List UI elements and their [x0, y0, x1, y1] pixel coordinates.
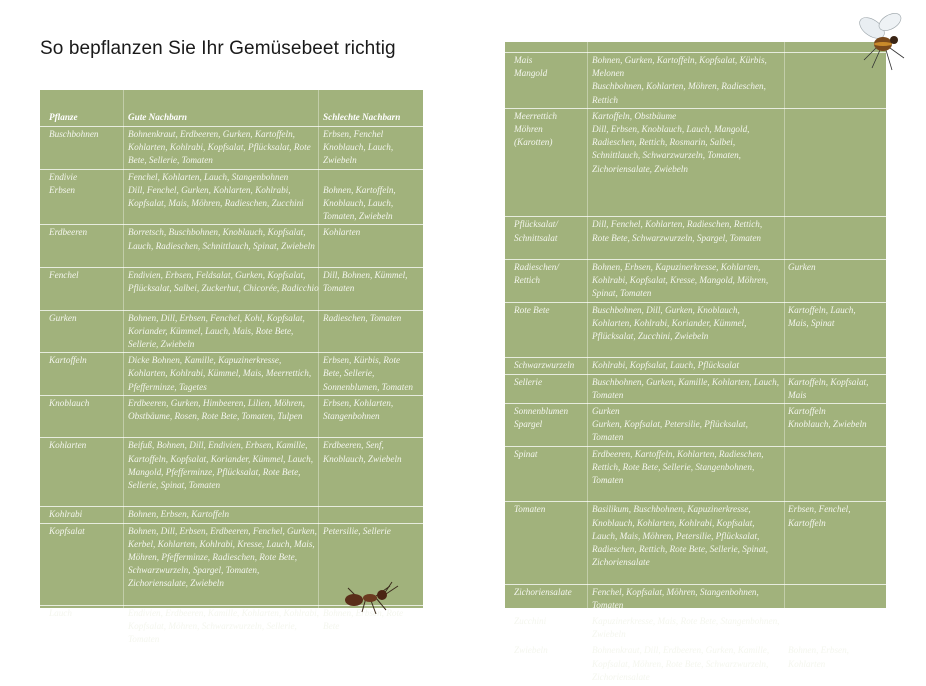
- plant-name: Rote Bete: [514, 304, 550, 315]
- plant-name: Kohlrabi: [49, 509, 83, 520]
- bad-neighbors: Erbsen, Kohlarten, Stangenbohnen: [323, 397, 394, 421]
- good-neighbors: Gurken Gurken, Kopfsalat, Petersilie, Pflücksalat, Tomaten: [592, 406, 748, 443]
- table-row: [505, 108, 886, 218]
- good-neighbors: Fenchel, Kohlarten, Lauch, Stangenbohnen Dill, Fenchel, Gurken, Kohlarten, Kohlrabi, Kopfsalat, Mais, Möhren, Radieschen, Zucchini: [128, 171, 304, 208]
- good-neighbors: Bohnenkraut, Erdbeeren, Gurken, Kartoffeln, Kohlarten, Kohlrabi, Kopfsalat, Pflücksalat, Rote Bete, Sellerie, Tomaten: [128, 129, 311, 166]
- bad-neighbors: Kohlarten: [323, 227, 361, 238]
- plant-name: Erdbeeren: [49, 227, 88, 238]
- bad-neighbors: Bohnen, Erbsen, Rote Bete: [323, 607, 404, 631]
- plant-name: Tomaten: [514, 504, 546, 515]
- bad-neighbors: Kartoffeln, Kopfsalat, Mais: [788, 376, 869, 400]
- plant-name: Radieschen/ Rettich: [514, 262, 559, 286]
- bad-neighbors: Bohnen, Kartoffeln, Knoblauch, Lauch, Tomaten, Zwiebeln: [323, 184, 396, 222]
- plant-name: Meerrettich Möhren (Karotten): [514, 110, 558, 148]
- table-row: [505, 501, 886, 584]
- table-row: [505, 584, 886, 614]
- table-row: [40, 310, 423, 354]
- plant-name: Gurken: [49, 312, 77, 323]
- plant-name: Schwarzwurzeln: [514, 360, 575, 371]
- table-row: [505, 357, 886, 374]
- good-neighbors: Fenchel, Kopfsalat, Möhren, Stangenbohnen, Tomaten: [592, 586, 759, 610]
- bad-neighbors: Petersilie, Sellerie: [323, 525, 391, 536]
- good-neighbors: Buschbohnen, Gurken, Kamille, Kohlarten, Lauch, Tomaten: [592, 376, 780, 400]
- good-neighbors: Dill, Fenchel, Kohlarten, Radieschen, Rettich, Rote Bete, Schwarzwurzeln, Spargel, Tomaten: [592, 219, 763, 243]
- table-row: [505, 642, 886, 686]
- table-row: [505, 52, 886, 109]
- plant-name: Endivie Erbsen: [49, 171, 78, 195]
- good-neighbors: Beifuß, Bohnen, Dill, Endivien, Erbsen, Kamille, Kartoffeln, Kopfsalat, Koriander, Kümmel, Lauch, Mangold, Pfefferminze, Pflücksalat, Rote Bete, Sellerie, Spinat, Tomaten: [128, 440, 314, 490]
- table-row: [40, 506, 423, 523]
- table-row: [40, 395, 423, 439]
- bad-neighbors: Kartoffeln, Lauch, Mais, Spinat: [788, 304, 856, 328]
- good-neighbors: Buschbohnen, Dill, Gurken, Knoblauch, Kohlarten, Kohlrabi, Koriander, Kümmel, Pflücksalat, Zucchini, Zwiebeln: [592, 304, 747, 341]
- table-row: [505, 374, 886, 404]
- table-row: [40, 169, 423, 226]
- bad-neighbors: Kartoffeln Knoblauch, Zwiebeln: [788, 406, 867, 430]
- bad-neighbors: Erbsen, Fenchel Knoblauch, Lauch, Zwiebeln: [323, 129, 394, 166]
- right-table-panel: [505, 42, 886, 682]
- plant-name: Knoblauch: [49, 397, 90, 408]
- header-plant: Pflanze: [49, 112, 78, 122]
- good-neighbors: Bohnen, Erbsen, Kartoffeln: [128, 509, 230, 520]
- plant-name: Fenchel: [49, 270, 79, 280]
- plant-name: Zucchini: [514, 616, 547, 626]
- good-neighbors: Erdbeeren, Gurken, Himbeeren, Lilien, Möhren, Obstbäume, Rosen, Rote Bete, Tomaten, Tulpen: [128, 397, 305, 421]
- good-neighbors: Endivien, Erdbeeren, Kamille, Kohlarten, Kohlrabi, Kopfsalat, Möhren, Schwarzwurzeln, Sellerie, Tomaten: [128, 607, 319, 645]
- plant-name: Spinat: [514, 448, 538, 459]
- plant-name: Lauch: [49, 607, 72, 618]
- table-row: [40, 437, 423, 507]
- bad-neighbors: Gurken: [788, 262, 816, 272]
- table-row: [505, 302, 886, 359]
- good-neighbors: Dicke Bohnen, Kamille, Kapuzinerkresse, Kohlarten, Kohlrabi, Kümmel, Mais, Meerrettich, Pfefferminze, Tagetes: [128, 355, 312, 392]
- plant-name: Kartoffeln: [49, 355, 87, 366]
- plant-name: Kohlarten: [49, 440, 87, 451]
- plant-name: Mais Mangold: [514, 55, 548, 79]
- good-neighbors: Bohnen, Dill, Erbsen, Fenchel, Kohl, Kopfsalat, Koriander, Kümmel, Lauch, Mais, Rote Bete, Sellerie, Zwiebeln: [128, 312, 305, 349]
- table-row: [40, 267, 423, 311]
- good-neighbors: Bohnen, Gurken, Kartoffeln, Kopfsalat, Kürbis, Melonen Buschbohnen, Kohlarten, Möhren, Radieschen, Rettich: [592, 55, 767, 105]
- good-neighbors: Bohnen, Dill, Erbsen, Erdbeeren, Fenchel, Gurken, Kerbel, Kohlarten, Kohlrabi, Kresse, Lauch, Mais, Möhren, Pfefferminze, Radieschen, Rote Bete, Schwarzwurzeln, Spargel, Tomaten, Zichoriensalate, Zwiebeln: [128, 525, 317, 589]
- bad-neighbors: Radieschen, Tomaten: [323, 312, 402, 323]
- table-row: [40, 352, 423, 396]
- good-neighbors: Borretsch, Buschbohnen, Knoblauch, Kopfsalat, Lauch, Radieschen, Schnittlauch, Spinat, Zwiebeln: [128, 227, 315, 251]
- good-neighbors: Kartoffeln, Obstbäume Dill, Erbsen, Knoblauch, Lauch, Mangold, Radieschen, Rettich, Rosmarin, Salbei, Schnittlauch, Schwarzwurzeln, Tomaten, Zichoriensalate, Zwiebeln: [592, 110, 750, 174]
- table-row: [505, 613, 886, 643]
- plant-name: Sonnenblumen Spargel: [514, 406, 569, 430]
- bad-neighbors: Erdbeeren, Senf, Knoblauch, Zwiebeln: [323, 440, 402, 464]
- good-neighbors: Endivien, Erbsen, Feldsalat, Gurken, Kopfsalat, Pflücksalat, Salbei, Zuckerhut, Chicorée, Radicchio: [128, 270, 319, 294]
- bad-neighbors: Dill, Bohnen, Kümmel, Tomaten: [323, 270, 408, 294]
- bad-neighbors: Bohnen, Erbsen, Kohlarten: [788, 645, 849, 669]
- table-row: [40, 126, 423, 170]
- plant-name: Zichoriensalate: [514, 586, 572, 597]
- plant-name: Zwiebeln: [514, 645, 548, 656]
- table-row: [505, 403, 886, 447]
- header-good-neighbors: Gute Nachbarn: [128, 112, 187, 122]
- table-row: [505, 446, 886, 503]
- plant-name: Pflücksalat/ Schnittsalat: [514, 219, 558, 243]
- table-row: [40, 224, 423, 268]
- bee-icon: [852, 8, 914, 78]
- plant-name: Kopfsalat: [49, 525, 85, 536]
- table-row: [505, 216, 886, 260]
- good-neighbors: Erdbeeren, Kartoffeln, Kohlarten, Radieschen, Rettich, Rote Bete, Sellerie, Stangenbohnen, Tomaten: [592, 448, 764, 485]
- good-neighbors: Basilikum, Buschbohnen, Kapuzinerkresse, Knoblauch, Kohlarten, Kohlrabi, Kopfsalat, Lauch, Mais, Möhren, Petersilie, Pflücksalat, Radieschen, Rettich, Rote Bete, Sellerie, Spinat, Zichoriensalate: [592, 504, 769, 568]
- plant-name: Sellerie: [514, 376, 543, 387]
- table-row: [505, 259, 886, 303]
- header-bad-neighbors: Schlechte Nachbarn: [323, 112, 401, 122]
- bad-neighbors: Erbsen, Fenchel, Kartoffeln: [788, 504, 851, 528]
- good-neighbors: Bohnen, Erbsen, Kapuzinerkresse, Kohlarten, Kohlrabi, Kopfsalat, Kresse, Mangold, Möhren, Spinat, Tomaten: [592, 262, 769, 299]
- good-neighbors: Kohlrabi, Kopfsalat, Lauch, Pflücksalat: [592, 360, 740, 371]
- page-title: So bepflanzen Sie Ihr Gemüsebeet richtig: [40, 38, 396, 59]
- good-neighbors: Kapuzinerkresse, Mais, Rote Bete, Stangenbohnen, Zwiebeln: [592, 616, 780, 640]
- good-neighbors: Bohnenkraut, Dill, Erdbeeren, Gurken, Kamille, Kopfsalat, Möhren, Rote Bete, Schwarzwurzeln, Zichoriensalate: [592, 645, 770, 682]
- plant-name: Buschbohnen: [49, 129, 99, 139]
- bad-neighbors: Erbsen, Kürbis, Rote Bete, Sellerie, Sonnenblumen, Tomaten: [323, 355, 413, 392]
- ant-icon: [340, 580, 400, 618]
- left-table-panel: [40, 90, 423, 645]
